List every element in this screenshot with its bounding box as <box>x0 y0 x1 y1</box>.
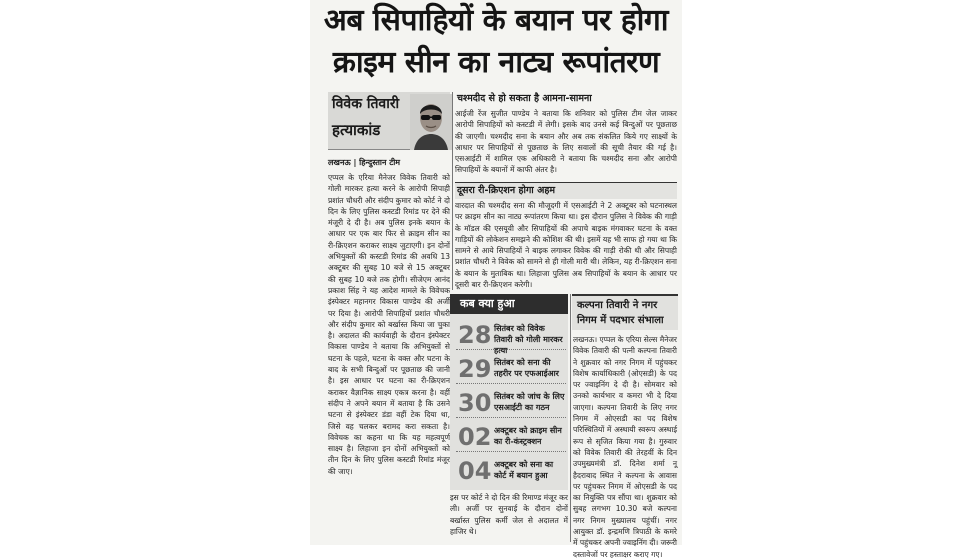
timeline-day: 02 <box>458 423 492 451</box>
headline-line-2: क्राइम सीन का नाट्य रूपांतरण <box>332 45 660 80</box>
column-divider <box>452 92 453 290</box>
side-story-body: लखनऊ। एप्पल के एरिया सेल्स मैनेजर विवेक तिवारी की पत्नी कल्पना तिवारी ने शुक्रवार को नगर निगम में पहुंचकर विशेष कार्याधिकारी (ओएसडी) के पद पर ज्वाइनिंग दे दी है। सोमवार को उनको कार्यभार व कमरा भी दे दिया जाएगा। कल्पना तिवारी के लिए नगर निगम में ओएसडी का पद विशेष परिस्थितियों में अस्थायी स्वरूप अस्थाई रूप से सृजित किया गया है। गुरुवार को विवेक तिवारी की तेरहवीं के दिन उपमुख्यमंत्री डॉ. दिनेश शर्मा नू हैदराबाद स्थित ने कल्पना के आवास पर पहुंचकर निगम में ओएसडी के पद का नियुक्ति पत्र सौंपा था। शुक्रवार को सुबह लगभग 10.30 बजे कल्पना नगर निगम मुख्यालय पहुंचीं। नगर आयुक्त डॉ. इन्द्रमणि त्रिपाठी के कमरे में पहुंचकर अपनी ज्वाइनिंग दी। जरूरी दस्तावेजों पर हस्ताक्षर कराए गए। <box>573 335 677 559</box>
timeline-footer-text: इस पर कोर्ट ने दो दिन की रिमाण्ड मंजूर कर ली। अर्जी पर सुनवाई के दौरान दोनों बर्खास्त पुलिस कर्मी जेल से अदालत में हाजिर थे। <box>450 493 568 536</box>
timeline-day: 28 <box>458 321 492 349</box>
byline-tag: हत्याकांड <box>332 121 381 139</box>
column-divider <box>570 294 571 542</box>
byline-box <box>328 92 450 150</box>
timeline-row <box>456 388 566 418</box>
victim-photo <box>410 94 452 150</box>
main-article-body: एप्पल के एरिया मैनेजर विवेक तिवारी को गोली मारकर हत्या करने के आरोपी सिपाही प्रशांत चौधरी और संदीप कुमार को कोर्ट ने दो दिन के लिए पुलिस कस्टडी रिमांड पर देने की मंजूरी दे दी है। अब पुलिस इनके बयान के आधार पर एक बार फिर से क्राइम सीन का री-क्रिएशन कराकर साक्ष्य जुटाएगी। इन दोनों अभियुक्तों की कस्टडी रिमांड की अवधि 13 अक्टूबर की सुबह 10 बजे से 15 अक्टूबर की सुबह 10 बजे तक होगी। सीजेएम आनंद प्रकाश सिंह ने यह आदेश मामले के विवेचक इंस्पेक्टर महानगर विकास पाण्डेय की अर्जी पर दिया है। आरोपी सिपाहियों प्रशांत चौधरी और संदीप कुमार को बर्खास्त किया जा चुका है। अदालत की कार्यवाही के दौरान इंस्पेक्टर विकास पाण्डेय ने बताया कि अभियुक्तों से घटना के पहले, घटना के वक्त और घटना के बाद के सभी बिन्दुओं पर पूछताछ की जानी है। इस आधार पर घटना का री-क्रिएशन कराकर वैज्ञानिक साक्ष्य एकत्र करना है। वहीं संदीप ने अपने बयान में बताया है कि उसने घटना से इंस्पेक्टर डंडा वहीं टेक दिया था, जिसे वह चलकर बरामद करा सकता है। विवेचक का कहना था कि यह महत्वपूर्ण साक्ष्य है। लिहाजा इन दोनों अभियुक्तों को तीन दिन के लिए पुलिस कस्टडी रिमांड मंजूर की जाए। <box>328 173 450 476</box>
timeline-text: अक्टूबर को सना का कोर्ट में बयान हुआ <box>494 460 554 480</box>
timeline-text: अक्टूबर को क्राइम सीन का री-कंस्ट्रक्शन <box>494 426 562 446</box>
dateline: लखनऊ | हिन्दुस्तान टीम <box>328 158 401 167</box>
news-clipping <box>310 0 682 559</box>
person-photo-icon <box>410 94 452 150</box>
box2-body: वारदात की चश्मदीद सना की मौजूदगी में एसआईटी ने 2 अक्टूबर को घटनास्थल पर क्राइम सीन का नाट्य रूपांतरण किया था। इस दौरान पुलिस ने विवेक की गाड़ी के मॉडल की एसयूवी और सिपाहियों की अपाचे बाइक मंगवाकर घटना के वक्त गाड़ियों की लोकेशन समझने की कोशिश की थी। इसमें यह भी साफ हो गया था कि सामने से आये सिपाहियों ने बाइक लगाकर विवेक की गाड़ी रोकी थी और सिपाही प्रशांत चौधरी ने विवेक को सामने से ही गोली मारी थी। लेकिन, यह री-क्रिएशन सना के बयान के मुताबिक था। लिहाजा पुलिस अब सिपाहियों के बयान के आधार पर दूसरी बार री-क्रिएशन करेगी। <box>455 201 677 290</box>
timeline-row <box>456 354 566 384</box>
timeline-title: कब क्या हुआ <box>450 294 568 314</box>
timeline-text: सितंबर को जांच के लिए एसआईटी का गठन <box>494 392 565 412</box>
byline-name: विवेक तिवारी <box>332 96 400 112</box>
timeline-box <box>450 294 568 490</box>
timeline-day: 04 <box>458 457 492 485</box>
side-story-heading: कल्पना तिवारी ने नगर निगम में पदभार संभाला <box>577 300 664 326</box>
side-story-heading-box <box>572 294 678 330</box>
timeline-row <box>456 320 566 355</box>
timeline-day: 30 <box>458 389 492 417</box>
timeline-day: 29 <box>458 355 492 383</box>
timeline-text: सितंबर को सना की तहरीर पर एफआईआर <box>494 358 559 378</box>
headline-line-1: अब सिपाहियों के बयान पर होगा <box>323 3 669 38</box>
timeline-text: सितंबर को विवेक तिवारी को गोली मारकर हत्या <box>494 324 563 355</box>
timeline-row <box>456 422 566 452</box>
timeline-row <box>456 456 566 486</box>
box2-heading: दूसरा री-क्रिएशन होगा अहम <box>455 182 677 199</box>
box1-body: आईजी रेंज सुजीत पाण्डेय ने बताया कि शनिवार को पुलिस टीम जेल जाकर आरोपी सिपाहियों को कस्टडी में लेगी। इसके बाद उनसे कई बिन्दुओं पर पूछताछ की जाएगी। चश्मदीद सना के बयान और अब तक संकलित किये गए साक्ष्यों के आधार पर सिपाहियों से पूछताछ के लिए सवालों की सूची तैयार की गई है। एसआईटी में शामिल एक अधिकारी ने बताया कि चश्मदीद सना और आरोपी सिपाहियों के बयानों में काफी अंतर है। <box>455 109 677 175</box>
box1-heading: चश्मदीद से हो सकता है आमना-सामना <box>457 93 592 104</box>
